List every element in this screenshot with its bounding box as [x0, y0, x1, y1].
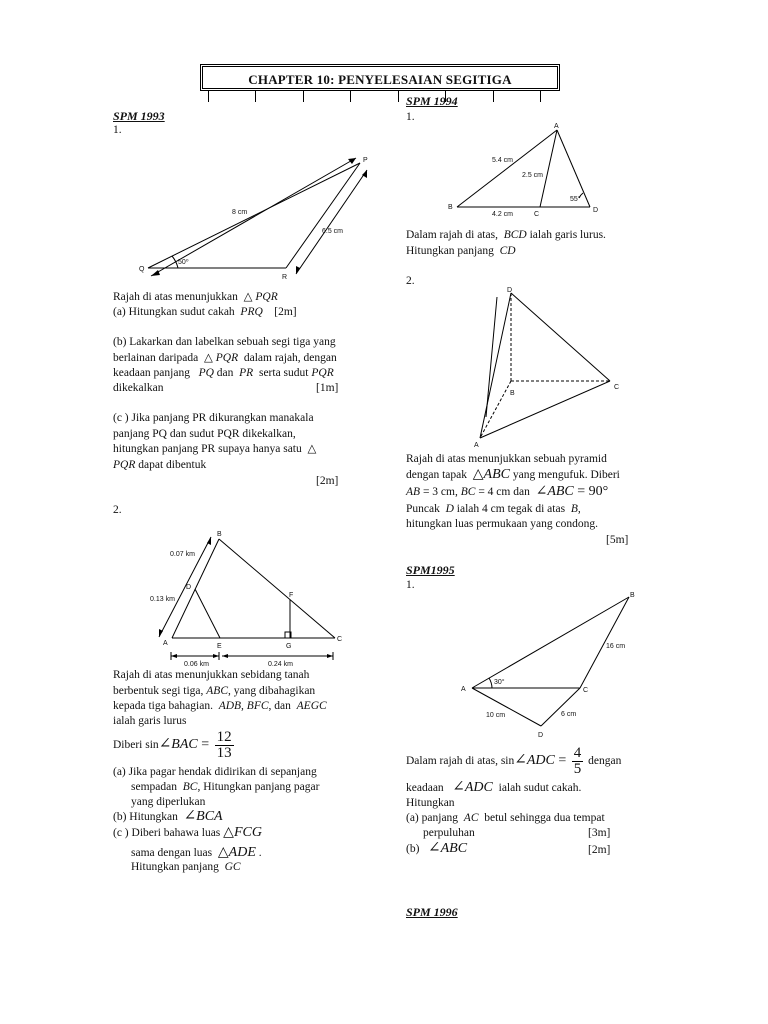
spm1995-q1-part-a-marks: [3m]: [588, 827, 611, 839]
spm1994-q2-number: 2.: [406, 275, 415, 287]
q1-part-c-line4: PQR dapat dibentuk: [113, 459, 207, 471]
label-p: P: [363, 157, 368, 164]
q2-number: 2.: [113, 504, 122, 516]
label-a-1995: A: [461, 686, 466, 693]
q1-part-a: (a) Hitungkan sudut cakah PRQ [2m]: [113, 306, 297, 318]
q2-part-c-line2: sama dengan luas △ADE .: [131, 845, 262, 860]
q2-part-c-line3: Hitungkan panjang GC: [131, 861, 241, 873]
label-b-1995: B: [630, 592, 635, 599]
q1-number: 1.: [113, 124, 122, 136]
q2-text-line2: berbentuk segi tiga, ABC, yang dibahagikan: [113, 685, 316, 697]
label-ab-length-1995: 16 cm: [606, 643, 626, 650]
spm1995-q1-part-a-line2: perpuluhan: [423, 827, 475, 839]
spm1995-q1-line3: Hitungkan: [406, 797, 455, 809]
label-ab-length-1994: 5.4 cm: [492, 157, 514, 164]
q2-given-sin: Diberi sin∠BAC = $\frac{12}{13}$: [113, 728, 232, 761]
label-d-1995: D: [538, 732, 544, 739]
spm1994-q2-line1: Rajah di atas menunjukkan sebuah pyramid: [406, 453, 607, 465]
label-bc-length-1994: 4.2 cm: [492, 211, 514, 218]
label-e: E: [217, 643, 222, 650]
spm1994-q2-line4: Puncak D ialah 4 cm tegak di atas B,: [406, 503, 581, 515]
label-pr-length: 6.5 cm: [322, 228, 344, 235]
spm1994-q1-line2: Hitungkan panjang CD: [406, 245, 516, 257]
label-c-pyramid: C: [614, 384, 620, 391]
spm1994-q2-line2: dengan tapak △ABC yang mengufuk. Diberi: [406, 467, 620, 482]
spm1994-q1-number: 1.: [406, 111, 415, 123]
label-d: D: [186, 584, 192, 591]
spm1995-q1-line2: keadaan ∠ADC ialah sudut cakah.: [406, 779, 582, 795]
label-ad-length: 0.13 km: [150, 596, 175, 603]
heading-spm1993: SPM 1993: [113, 109, 165, 123]
label-r: R: [282, 274, 288, 281]
spm1994-q1-line1: Dalam rajah di atas, BCD ialah garis lurus.: [406, 229, 606, 241]
label-b: B: [217, 531, 222, 538]
label-c-1995: C: [583, 687, 589, 694]
label-q: Q: [139, 266, 145, 273]
label-ae-length: 0.06 km: [184, 661, 209, 668]
label-d-pyramid: D: [507, 287, 513, 294]
label-bd-length: 0.07 km: [170, 551, 195, 558]
spm1994-q2-line3: AB = 3 cm, BC = 4 cm dan ∠ABC = 90°: [406, 484, 609, 499]
q2-part-b: (b) Hitungkan ∠BCA: [113, 808, 223, 824]
q1-part-c-line3: hitungkan panjang PR supaya hanya satu △: [113, 443, 317, 455]
q1-part-c-line2: panjang PQ dan sudut PQR dikekalkan,: [113, 428, 296, 440]
label-d-1994: D: [593, 207, 599, 214]
q2-part-a-line3: yang diperlukan: [131, 796, 206, 808]
label-angle-30: 30°: [494, 679, 505, 686]
q1-part-b-line1: (b) Lakarkan dan labelkan sebuah segi tiga yang: [113, 336, 336, 348]
q1-part-b-line4: dikekalkan: [113, 382, 164, 394]
q2-part-c-line1: (c ) Diberi bahawa luas △FCG: [113, 825, 262, 840]
label-dc-length-1995: 6 cm: [561, 711, 577, 718]
label-a-pyramid: A: [474, 442, 479, 449]
q1-part-b-marks: [1m]: [316, 382, 339, 394]
q1-part-c-marks: [2m]: [316, 475, 339, 487]
spm1995-q1-part-b-marks: [2m]: [588, 844, 611, 856]
q2-part-a-line2: sempadan BC, Hitungkan panjang pagar: [131, 781, 320, 793]
heading-spm1995: SPM1995: [406, 563, 455, 577]
spm1994-q2-line5: hitungkan luas permukaan yang condong.: [406, 518, 598, 530]
q1-part-b-line2: berlainan daripada △ PQR dalam rajah, dengan: [113, 352, 337, 364]
q1-intro: Rajah di atas menunjukkan △ PQR: [113, 291, 278, 303]
spm1995-q1-line1: Dalam rajah di atas, sin∠ADC = $\frac{4}{5}$ dengan: [406, 744, 622, 777]
spm1995-q1-number: 1.: [406, 579, 415, 591]
chapter-title: CHAPTER 10: PENYELESAIAN SEGITIGA: [248, 72, 512, 87]
q2-part-a-line1: (a) Jika pagar hendak didirikan di sepanjang: [113, 766, 317, 778]
label-ad-length-1995: 10 cm: [486, 712, 506, 719]
heading-spm1996: SPM 1996: [406, 905, 458, 919]
spm1995-q1-part-b: (b) ∠ABC: [406, 840, 468, 856]
label-g: G: [286, 643, 292, 650]
q2-text-line1: Rajah di atas menunjukkan sebidang tanah: [113, 669, 310, 681]
q1-part-c-line1: (c ) Jika panjang PR dikurangkan manakala: [113, 412, 314, 424]
label-gc-length: 0.24 km: [268, 661, 293, 668]
q1-part-b-line3: keadaan panjang PQ dan PR serta sudut PQR: [113, 367, 334, 379]
label-ac-length-1994: 2.5 cm: [522, 172, 544, 179]
spm1994-q2-marks: [5m]: [606, 534, 629, 546]
label-c: C: [337, 636, 343, 643]
label-a: A: [163, 640, 168, 647]
label-pq-length: 8 cm: [232, 209, 248, 216]
q2-text-line4: ialah garis lurus: [113, 715, 187, 727]
label-c-1994: C: [534, 211, 540, 218]
label-a-1994: A: [554, 123, 559, 130]
q2-text-line3: kepada tiga bahagian. ADB, BFC, dan AEGC: [113, 700, 327, 712]
heading-spm1994: SPM 1994: [406, 94, 458, 108]
label-f: F: [289, 592, 294, 599]
label-b-1994: B: [448, 204, 453, 211]
label-angle-55: 55°: [570, 196, 581, 203]
label-angle-50: 50⁰: [178, 259, 189, 266]
spm1995-q1-part-a-line1: (a) panjang AC betul sehingga dua tempat: [406, 812, 605, 824]
label-b-pyramid: B: [510, 390, 515, 397]
